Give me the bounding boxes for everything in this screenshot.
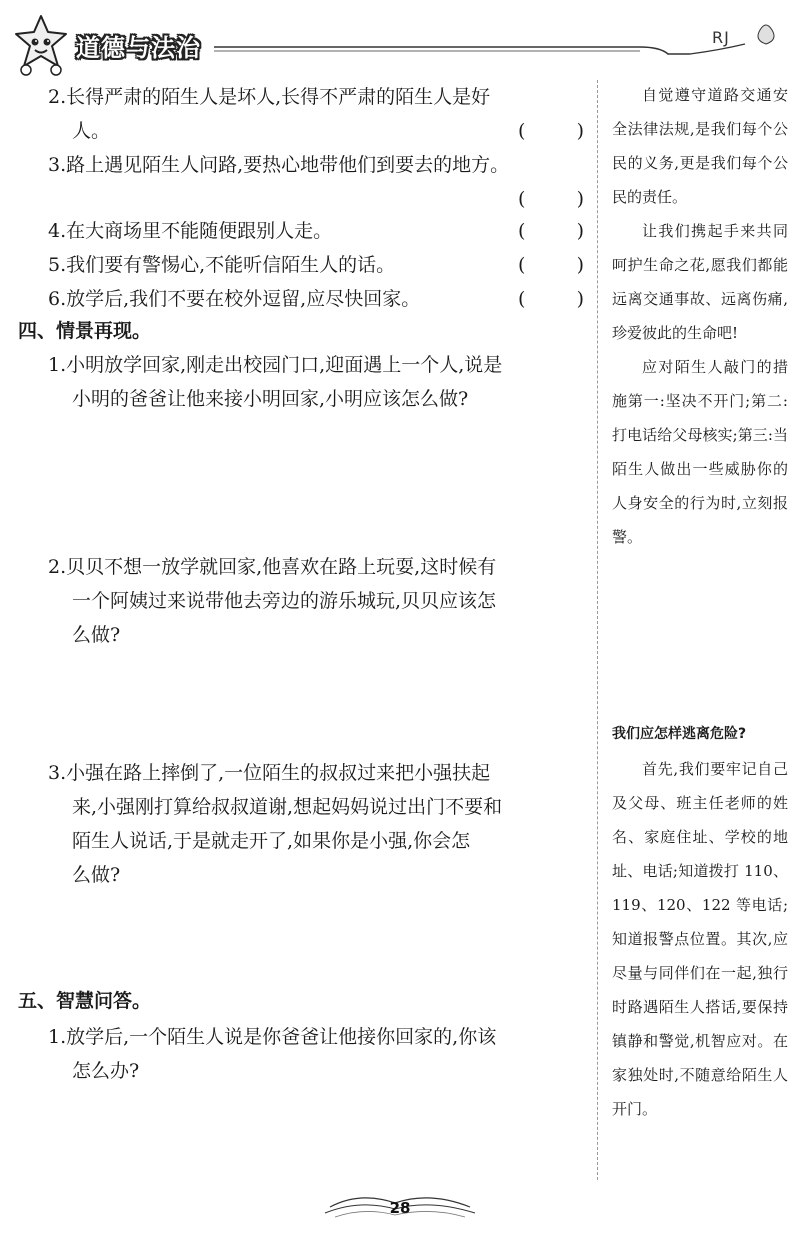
paren-open: (: [518, 288, 526, 310]
scenario-item-3: [48, 756, 590, 892]
section-5-title: 五、智慧问答。: [18, 990, 152, 1012]
item-number: 6.: [48, 288, 67, 310]
item-number: 3.: [48, 154, 67, 176]
sidebar-paragraph: 首先,我们要牢记自己及父母、班主任老师的姓名、家庭住址、学校的地址、电话;知道拨打 110、119、120、122 等电话;知道报警点位置。其次,应尽量与同伴们在一起,独行时路遇陌生人搭话,要保持镇静和警觉,机智应对。在家独处时,不随意给陌生人开门。: [612, 760, 788, 1118]
answer-paren[interactable]: [518, 248, 584, 282]
paren-open: (: [518, 220, 526, 242]
subject-title: 道德与法治: [76, 34, 201, 62]
paren-open: (: [518, 254, 526, 276]
item-number: 2.: [48, 556, 67, 578]
item-line: 么做?: [72, 864, 121, 886]
item-line: 小明放学回家,刚走出校园门口,迎面遇上一个人,说是: [66, 354, 503, 376]
item-text-cont: 人。: [72, 120, 111, 142]
item-text: 我们要有警惕心,不能听信陌生人的话。: [66, 254, 396, 276]
item-text: 在大商场里不能随便跟别人走。: [66, 220, 333, 242]
answer-paren[interactable]: [518, 114, 584, 148]
header-rule: [0, 0, 800, 80]
sidebar-notes: [612, 78, 788, 554]
paren-close: ): [576, 188, 584, 210]
item-line: 一个阿姨过来说带他去旁边的游乐城玩,贝贝应该怎: [72, 590, 497, 612]
sidebar-heading: 我们应怎样逃离危险?: [612, 726, 747, 742]
tf-item-5: [48, 248, 588, 282]
paren-close: ): [576, 120, 584, 142]
tf-item-4: [48, 214, 588, 248]
page-footer: [0, 1185, 800, 1236]
item-line: 放学后,一个陌生人说是你爸爸让他接你回家的,你该: [66, 1026, 497, 1048]
tf-item-2: [48, 80, 588, 148]
item-text: 长得严肃的陌生人是坏人,长得不严肃的陌生人是好: [66, 86, 491, 108]
item-text: 路上遇见陌生人问路,要热心地带他们到要去的地方。: [66, 154, 510, 176]
paren-close: ): [576, 254, 584, 276]
edition-label: RJ: [712, 28, 730, 47]
item-number: 2.: [48, 86, 67, 108]
sidebar-paragraph: 自觉遵守道路交通安全法律法规,是我们每个公民的义务,更是我们每个公民的责任。: [612, 86, 788, 206]
scenario-item-2: [48, 550, 590, 652]
item-number: 1.: [48, 354, 67, 376]
item-number: 1.: [48, 1026, 67, 1048]
sidebar-paragraph: 让我们携起手来共同呵护生命之花,愿我们都能远离交通事故、远离伤痛,珍爱彼此的生命吧!: [612, 222, 788, 342]
qa-item-1: [48, 1020, 590, 1088]
answer-paren[interactable]: [518, 214, 584, 248]
answer-paren[interactable]: [518, 182, 584, 216]
scenario-item-1: [48, 348, 590, 416]
sidebar-tips: [612, 752, 788, 1126]
item-number: 5.: [48, 254, 67, 276]
item-line: 小强在路上摔倒了,一位陌生的叔叔过来把小强扶起: [66, 762, 491, 784]
tf-item-6: [48, 282, 588, 316]
column-divider: [597, 80, 599, 1180]
item-number: 4.: [48, 220, 67, 242]
item-number: 3.: [48, 762, 67, 784]
page-number: 28: [389, 1199, 411, 1217]
item-line: 来,小强刚打算给叔叔道谢,想起妈妈说过出门不要和: [72, 796, 503, 818]
item-text: 放学后,我们不要在校外逗留,应尽快回家。: [66, 288, 421, 310]
paren-open: (: [518, 120, 526, 142]
tf-item-3: [48, 148, 588, 182]
item-line: 贝贝不想一放学就回家,他喜欢在路上玩耍,这时候有: [66, 556, 497, 578]
item-line: 么做?: [72, 624, 121, 646]
section-4-title: 四、情景再现。: [18, 320, 152, 342]
answer-paren[interactable]: [518, 282, 584, 316]
paren-open: (: [518, 188, 526, 210]
sidebar-paragraph: 应对陌生人敲门的措施第一:坚决不开门;第二:打电话给父母核实;第三:当陌生人做出一些威胁你的人身安全的行为时,立刻报警。: [612, 358, 788, 546]
item-line: 怎么办?: [72, 1060, 140, 1082]
item-line: 陌生人说话,于是就走开了,如果你是小强,你会怎: [72, 830, 471, 852]
paren-close: ): [576, 288, 584, 310]
page-header: [0, 0, 800, 80]
item-line: 小明的爸爸让他来接小明回家,小明应该怎么做?: [72, 388, 469, 410]
paren-close: ): [576, 220, 584, 242]
